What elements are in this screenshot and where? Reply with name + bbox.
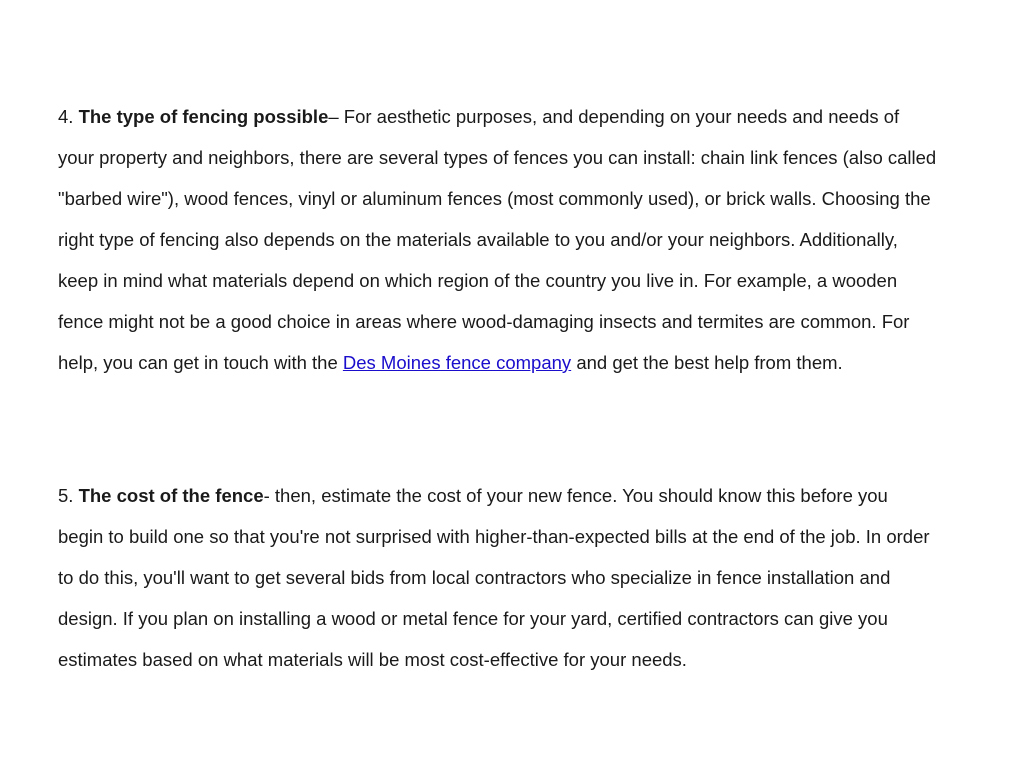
section-fence-cost (58, 475, 938, 680)
des-moines-fence-company-link[interactable]: Des Moines fence company (342, 352, 572, 373)
section-number: 4. (58, 106, 74, 127)
section-heading: The cost of the fence (78, 485, 264, 506)
section-body-text: - then, estimate the cost of your new fence. You should know this before you begin to build one so that you're not surprised with higher-than-expected bills at the end of the job. In order to do this, you'll want to get several bids from local contractors who specialize in fence installation and design. If you plan on installing a wood or metal fence for your yard, certified contractors can give you estimates based on what materials will be most cost-effective for your needs. (58, 485, 930, 670)
section-body-text: – For aesthetic purposes, and depending on your needs and needs of your property and neighbors, there are several types of fences you can install: chain link fences (also called "barbed wire"), wood fences, vinyl or aluminum fences (most commonly used), or brick walls. Choosing the right type of fencing also depends on the materials available to you and/or your neighbors. Additionally, keep in mind what materials depend on which region of the country you live in. For example, a wooden fence might not be a good choice in areas where wood-damaging insects and termites are common. For help, you can get in touch with the (58, 106, 937, 373)
section-number: 5. (58, 485, 74, 506)
section-heading: The type of fencing possible (78, 106, 329, 127)
section-fencing-type (58, 96, 938, 383)
section-body-text-end: and get the best help from them. (576, 352, 843, 373)
